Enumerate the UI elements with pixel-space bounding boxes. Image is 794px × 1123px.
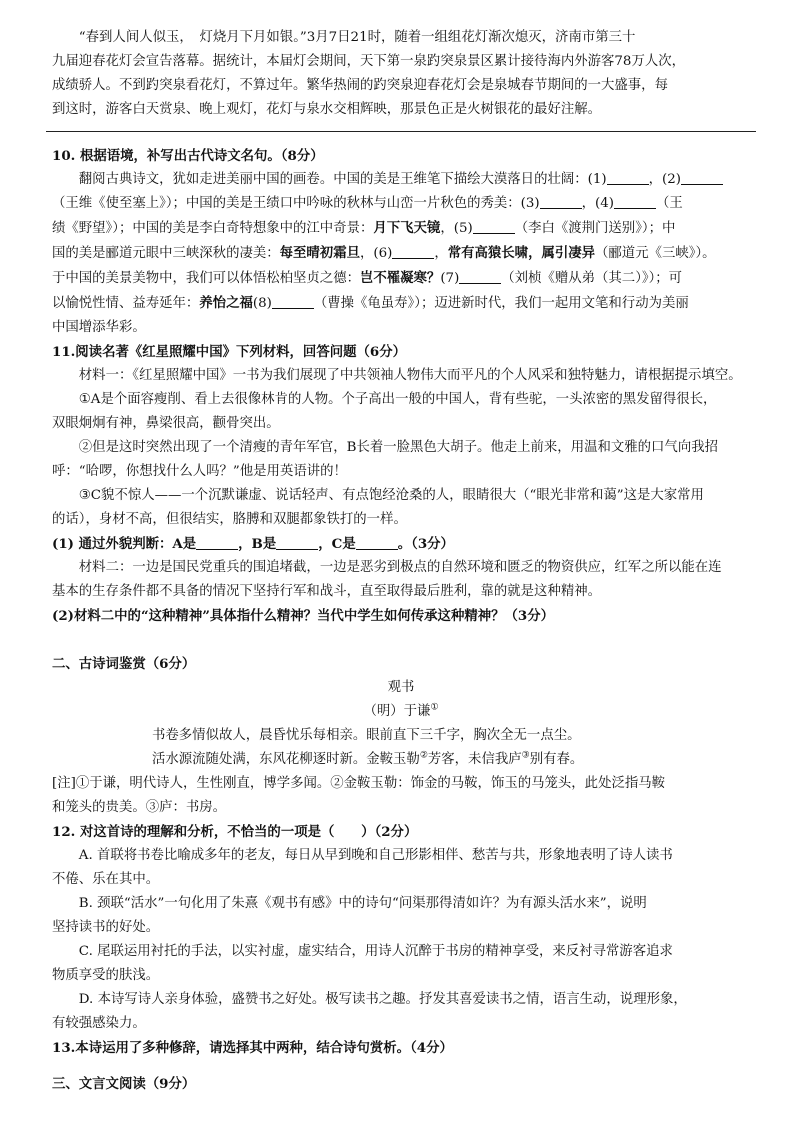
poem-line: 活水源流随处满，东风花柳逐时新。金鞍玉勒②芳客，未信我庐③别有春。 (152, 750, 584, 767)
section-3 (52, 1072, 750, 1096)
material-2: 基本的生存条件都不具备的情况下坚持行军和战斗，直至取得最后胜利，靠的就是这种精神。 (52, 584, 602, 599)
option-c-cont: 物质享受的肤浅。 (52, 968, 160, 983)
intro-line: 到这时，游客白天赏泉、晚上观灯，花灯与泉水交相辉映，那景色正是火树银花的最好注解。 (52, 102, 602, 117)
subquestion-2: (2)材料二中的“这种精神”具体指什么精神？当代中学生如何传承这种精神？（3分） (52, 608, 554, 624)
question-13: 13.本诗运用了多种修辞，请选择其中两种，结合诗句赏析。（4分） (52, 1040, 453, 1056)
material-2: 材料二：一边是国民党重兵的围追堵截，一边是恶劣到极点的自然环境和匮乏的物资供应，红军之所以能在连 (78, 560, 722, 575)
answer-blank-6[interactable] (392, 242, 434, 259)
intro-line: 九届迎春花灯会宣告落幕。据统计，本届灯会期间，天下第一泉趵突泉景区累计接待海内外游客78万人次， (52, 54, 686, 69)
section-divider (46, 131, 756, 132)
poem-notes: 和笼头的贵美。③庐：书房。 (52, 800, 227, 815)
option-b-cont: 坚持读书的好处。 (52, 920, 160, 935)
answer-blank-2[interactable] (681, 168, 723, 185)
question-11 (52, 340, 750, 628)
material-b: 呼：“哈啰，你想找什么人吗？”他是用英语讲的！ (52, 464, 347, 479)
answer-blank-7[interactable] (459, 267, 501, 284)
spacer (52, 1060, 750, 1072)
material-1: 材料一：《红星照耀中国》一书为我们展现了中共领袖人物伟大而平凡的个人风采和独特魅力，请根据提示填空。 (78, 368, 742, 383)
material-a: 双眼炯炯有神，鼻梁很高，颧骨突出。 (52, 416, 280, 431)
section-title: 三、文言文阅读（9分） (52, 1076, 196, 1092)
option-a[interactable]: A. 首联将书卷比喻成多年的老友，每日从早到晚和自己形影相伴、愁苦与共，形象地表明了诗人读书 (78, 848, 673, 863)
material-b: ②但是这时突然出现了一个清瘦的青年军官，B长着一脸黑色大胡子。他走上前来，用温和文雅的口气向我招 (78, 440, 718, 455)
q10-line: 以愉悦性情、益寿延年：养怡之福(8) （曹操《龟虽寿》）；迈进新时代，我们一起用文笔和行动为美丽 (52, 291, 750, 316)
section-2 (52, 652, 750, 1060)
answer-blank-1[interactable] (607, 168, 649, 185)
q10-line: 绩《野望》）；中国的美是李白奇特想象中的江中奇景：月下飞天镜，(5) （李白《渡荆门送别》）；中 (52, 216, 750, 241)
intro-passage (52, 26, 750, 122)
intro-line: 成绩骄人。不到趵突泉看花灯，不算过年。繁华热闹的趵突泉迎春花灯会是泉城春节期间的一大盛事，每 (52, 78, 668, 93)
intro-line: “春到人间人似玉， 灯烧月下月如银。”3月7日21时，随着一组组花灯渐次熄灭，济南市第三十 (78, 30, 636, 45)
q10-line: （王维《使至塞上》）；中国的美是王绩口中吟咏的秋林与山峦一片秋色的秀美：(3) ，(4) （王 (52, 192, 750, 216)
material-c: ③C貌不惊人——一个沉默谦虚、说话轻声、有点饱经沧桑的人，眼睛很大（“眼光非常和蔼”这是大家常用 (78, 488, 704, 503)
question-10 (52, 144, 750, 340)
answer-blank-3[interactable] (540, 192, 582, 209)
poem-line: 书卷多情似故人，晨昏忧乐每相亲。眼前直下三千字，胸次全无一点尘。 (152, 728, 581, 743)
option-d-cont: 有较强感染力。 (52, 1016, 146, 1031)
subquestion-1: (1) 通过外貌判断：A是 ，B是 ，C是 。（3分） (52, 532, 750, 556)
material-a: ①A是个面容瘦削、看上去很像林肯的人物。个子高出一般的中国人，背有些驼，一头浓密的黑发留得很长， (78, 392, 717, 407)
q10-line: 翻阅古典诗文，犹如走进美丽中国的画卷。中国的美是王维笔下描绘大漠落日的壮阔：(1) ，(2) (52, 168, 750, 192)
poem-title: 观书 (387, 680, 415, 695)
answer-blank-b[interactable] (276, 533, 318, 550)
section-title: 二、古诗词鉴赏（6分） (52, 656, 196, 672)
answer-blank-5[interactable] (473, 217, 515, 234)
poem-notes: [注]①于谦，明代诗人，生性刚直，博学多闻。②金鞍玉勒：饰金的马鞍，饰玉的马笼头，此处泛指马鞍 (52, 776, 666, 791)
question-title: 11.阅读名著《红星照耀中国》下列材料，回答问题（6分） (52, 344, 406, 360)
answer-blank-c[interactable] (356, 533, 398, 550)
q10-line: 国的美是郦道元眼中三峡深秋的凄美：每至晴初霜旦，(6) ，常有高猿长啸，属引凄异（郦道元《三峡》）。 (52, 241, 750, 266)
option-b[interactable]: B. 颈联“活水”一句化用了朱熹《观书有感》中的诗句“问渠那得清如许？为有源头活水来”，说明 (78, 896, 647, 911)
question-12: 12. 对这首诗的理解和分析，不恰当的一项是（ ）（2分） (52, 824, 418, 840)
answer-blank-8[interactable] (272, 292, 314, 309)
answer-blank-4[interactable] (614, 192, 656, 209)
poem-author: （明）于谦① (363, 702, 439, 719)
q10-line: 于中国的美景美物中，我们可以体悟松柏坚贞之德：岂不罹凝寒？(7) （刘桢《赠从弟（其二）》）；可 (52, 266, 750, 291)
question-title: 10. 根据语境，补写出古代诗文名句。（8分） (52, 148, 324, 164)
q10-line: 中国增添华彩。 (52, 320, 146, 335)
answer-blank-a[interactable] (196, 533, 238, 550)
option-c[interactable]: C. 尾联运用衬托的手法，以实衬虚，虚实结合，用诗人沉醉于书房的精神享受，来反衬寻常游客追求 (78, 944, 673, 959)
spacer (52, 628, 750, 652)
option-a-cont: 不倦、乐在其中。 (52, 872, 160, 887)
material-c: 的话），身材不高，但很结实，胳膊和双腿都象铁打的一样。 (52, 512, 407, 527)
option-d[interactable]: D. 本诗写诗人亲身体验，盛赞书之好处。极写读书之趣。抒发其喜爱读书之情，语言生动，说理形象， (78, 992, 687, 1007)
